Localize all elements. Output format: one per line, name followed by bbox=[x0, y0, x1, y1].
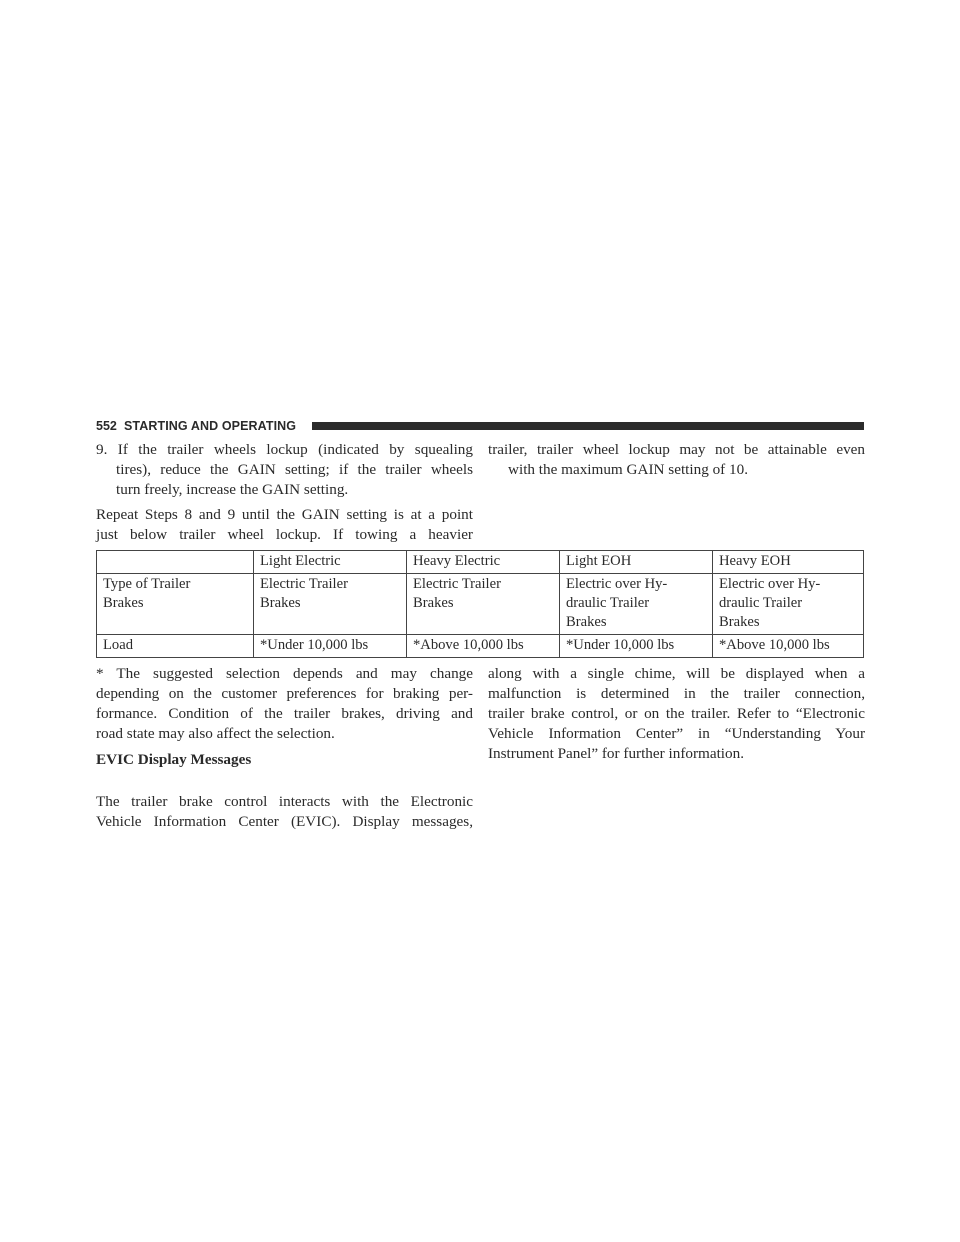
table-cell bbox=[254, 574, 407, 635]
table-cell bbox=[713, 635, 864, 658]
cell-text: Electric Trailer bbox=[260, 576, 348, 592]
table-header-cell bbox=[97, 551, 254, 574]
cell-text: *Under 10,000 lbs bbox=[566, 637, 675, 653]
footnote-line: road state may also affect the selection. bbox=[96, 725, 335, 742]
evic-line: trailer brake control, or on the trailer. Refer to “Electronic bbox=[488, 705, 865, 722]
cell-text: Brakes bbox=[566, 614, 607, 630]
cell-text: Load bbox=[103, 637, 133, 653]
evic-line: along with a single chime, will be displayed when a bbox=[488, 665, 865, 682]
page-number: 552 bbox=[96, 419, 117, 433]
evic-heading: EVIC Display Messages bbox=[96, 751, 252, 768]
table-row bbox=[97, 574, 864, 635]
cell-text: Electric Trailer bbox=[413, 576, 501, 592]
cell-text: *Under 10,000 lbs bbox=[260, 637, 369, 653]
evic-paragraph-right bbox=[488, 664, 865, 764]
table-cell bbox=[254, 635, 407, 658]
table-row bbox=[97, 635, 864, 658]
table-cell bbox=[560, 635, 713, 658]
table-cell bbox=[560, 574, 713, 635]
repeat-line: just below trailer wheel lockup. If towing a heavier bbox=[96, 526, 473, 543]
table-header-cell: Heavy Electric bbox=[407, 551, 560, 574]
cell-text: Brakes bbox=[413, 595, 454, 611]
cell-text: draulic Trailer bbox=[566, 595, 650, 611]
continuation-line: with the maximum GAIN setting of 10. bbox=[508, 461, 749, 478]
cell-text: Electric over Hy- bbox=[719, 576, 821, 592]
table-footnote bbox=[96, 664, 473, 744]
header-rule bbox=[312, 422, 864, 430]
cell-text: *Above 10,000 lbs bbox=[719, 637, 830, 653]
cell-text: Type of Trailer bbox=[103, 576, 191, 592]
table-row-label bbox=[97, 635, 254, 658]
cell-text: Brakes bbox=[260, 595, 301, 611]
table-cell bbox=[713, 574, 864, 635]
evic-line: Vehicle Information Center (EVIC). Display messages, bbox=[96, 813, 473, 830]
footnote-line: depending on the customer preferences for braking per- bbox=[96, 685, 473, 702]
evic-line: The trailer brake control interacts with the Electronic bbox=[96, 793, 473, 810]
footnote-line: * The suggested selection depends and may change bbox=[96, 665, 473, 682]
cell-text: Electric over Hy- bbox=[566, 576, 668, 592]
table-header-row bbox=[97, 551, 864, 574]
cell-text: draulic Trailer bbox=[719, 595, 803, 611]
repeat-line: Repeat Steps 8 and 9 until the GAIN setting is at a point bbox=[96, 506, 473, 523]
step-9-line: turn freely, increase the GAIN setting. bbox=[116, 481, 349, 498]
step-9-line: tires), reduce the GAIN setting; if the trailer wheels bbox=[116, 461, 473, 478]
cell-text: Brakes bbox=[103, 595, 144, 611]
trailer-brake-table bbox=[96, 550, 864, 658]
section-title: STARTING AND OPERATING bbox=[124, 419, 297, 433]
step-9-item bbox=[96, 440, 473, 500]
page-header bbox=[96, 418, 864, 434]
footnote-line: formance. Condition of the trailer brakes, driving and bbox=[96, 705, 473, 722]
evic-line: Instrument Panel” for further information. bbox=[488, 745, 744, 762]
continuation-line: trailer, trailer wheel lockup may not be attainable even bbox=[488, 441, 865, 458]
cell-text: *Above 10,000 lbs bbox=[413, 637, 524, 653]
right-column-continuation bbox=[488, 440, 865, 480]
table-header-cell: Heavy EOH bbox=[713, 551, 864, 574]
table-cell bbox=[407, 574, 560, 635]
cell-text: Brakes bbox=[719, 614, 760, 630]
evic-paragraph-left bbox=[96, 792, 473, 832]
table-header-cell: Light EOH bbox=[560, 551, 713, 574]
repeat-paragraph bbox=[96, 505, 473, 545]
evic-line: malfunction is determined in the trailer connection, bbox=[488, 685, 865, 702]
evic-line: Vehicle Information Center” in “Understanding Your bbox=[488, 725, 865, 742]
table-row-label bbox=[97, 574, 254, 635]
step-9-line: 9. If the trailer wheels lockup (indicated by squealing bbox=[96, 441, 473, 458]
table-header-cell: Light Electric bbox=[254, 551, 407, 574]
table-cell bbox=[407, 635, 560, 658]
